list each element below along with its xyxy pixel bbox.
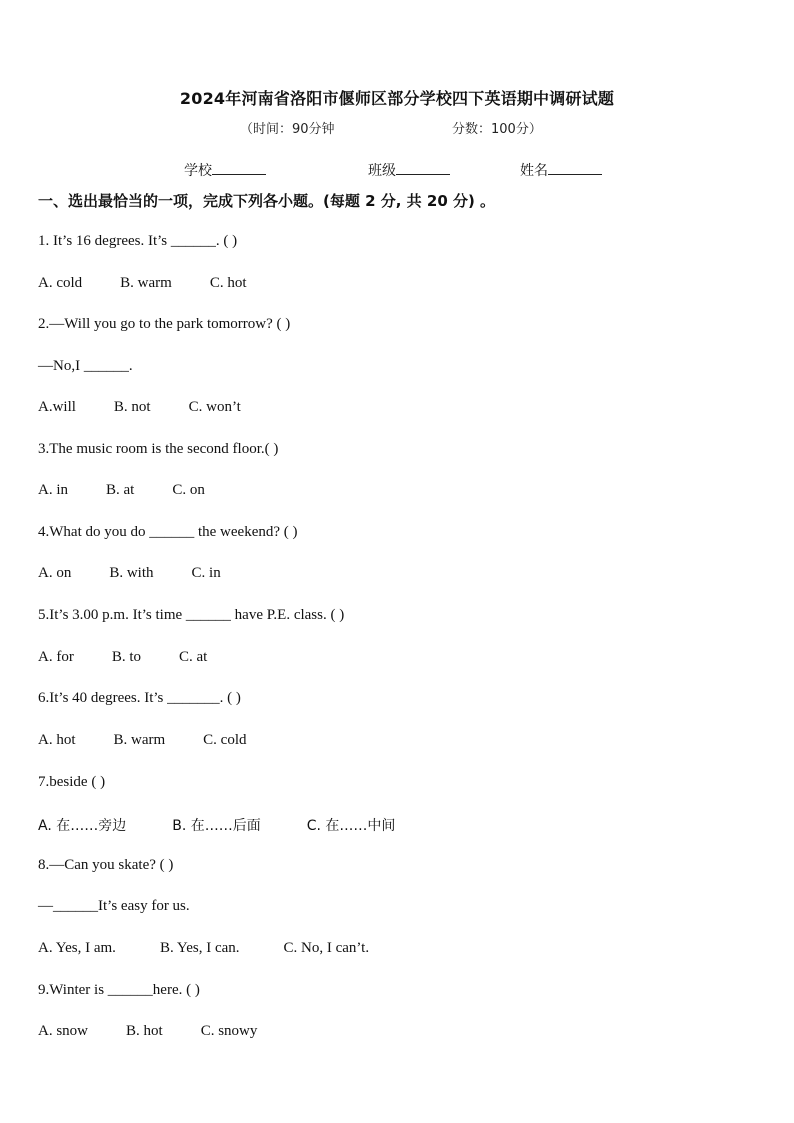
question-7: 7.beside ( ) — [38, 774, 106, 790]
question-4-options — [38, 565, 259, 582]
name-blank — [548, 160, 602, 175]
name-field — [520, 160, 602, 180]
section-1-title: 一、选出最恰当的一项，完成下列各小题。(每题 2 分, 共 20 分) 。 — [38, 192, 496, 210]
question-1: 1. It’s 16 degrees. It’s ______. ( ) — [38, 233, 238, 249]
question-2-options — [38, 399, 279, 416]
option-c: C. 在……中间 — [306, 818, 396, 834]
school-label: 学校 — [184, 163, 212, 179]
class-blank — [396, 160, 450, 175]
option-a: A. on — [38, 565, 72, 581]
option-c: C. in — [191, 565, 221, 581]
question-8-options — [38, 940, 407, 957]
option-b: B. warm — [120, 275, 172, 291]
option-a: A. for — [38, 649, 74, 665]
question-1-options — [38, 275, 285, 292]
question-7-options — [38, 815, 433, 835]
page-title: 2024年河南省洛阳市偃师区部分学校四下英语期中调研试题 — [179, 89, 615, 108]
question-2: 2.—Will you go to the park tomorrow? ( ) — [38, 316, 291, 332]
option-a: A. 在……旁边 — [38, 818, 127, 834]
option-c: C. won’t — [188, 399, 241, 415]
name-label: 姓名 — [520, 163, 548, 179]
option-b: B. 在……后面 — [172, 818, 261, 834]
exam-score: 分数：100分） — [452, 122, 542, 137]
option-c: C. at — [179, 649, 208, 665]
option-c: C. on — [172, 482, 205, 498]
option-b: B. warm — [113, 732, 166, 748]
option-a: A. cold — [38, 275, 83, 291]
question-9: 9.Winter is ______here. ( ) — [38, 982, 200, 998]
option-a: A. hot — [38, 732, 76, 748]
option-a: A.will — [38, 399, 76, 415]
option-c: C. cold — [203, 732, 247, 748]
question-6-options — [38, 732, 285, 749]
question-8-reply: —______It’s easy for us. — [38, 898, 190, 914]
question-4: 4.What do you do ______ the weekend? ( ) — [38, 524, 298, 540]
option-c: C. hot — [209, 275, 247, 291]
question-5: 5.It’s 3.00 p.m. It’s time ______ have P.E. class. ( ) — [38, 607, 345, 623]
question-5-options — [38, 649, 245, 666]
option-b: B. to — [111, 649, 142, 665]
option-b: B. with — [109, 565, 154, 581]
question-3: 3.The music room is the second floor.( ) — [38, 441, 279, 457]
exam-time: （时间：90分钟 — [240, 122, 335, 137]
option-c: C. No, I can’t. — [283, 940, 370, 956]
question-2-reply: —No,I ______. — [38, 358, 133, 374]
option-b: B. hot — [126, 1023, 163, 1039]
class-field — [368, 160, 450, 180]
school-field — [184, 160, 266, 180]
option-c: C. snowy — [200, 1023, 258, 1039]
question-6: 6.It’s 40 degrees. It’s _______. ( ) — [38, 690, 241, 706]
question-8: 8.—Can you skate? ( ) — [38, 857, 174, 873]
option-b: B. not — [113, 399, 151, 415]
option-a: A. snow — [38, 1023, 89, 1039]
school-blank — [212, 160, 266, 175]
option-a: A. in — [38, 482, 68, 498]
option-a: A. Yes, I am. — [38, 940, 116, 956]
question-3-options — [38, 482, 243, 499]
class-label: 班级 — [368, 163, 396, 179]
option-b: B. at — [106, 482, 135, 498]
question-9-options — [38, 1023, 295, 1040]
option-b: B. Yes, I can. — [159, 940, 240, 956]
